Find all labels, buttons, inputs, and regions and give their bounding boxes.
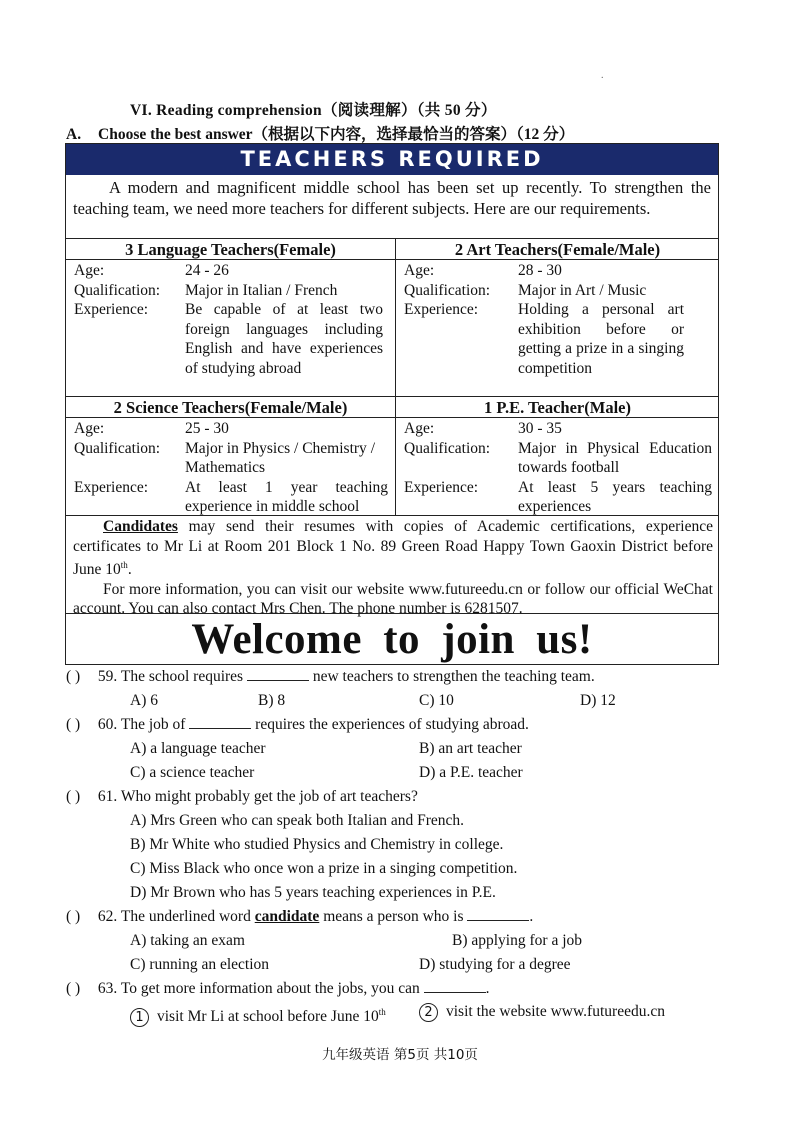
option-b: B) an art teacher xyxy=(419,740,522,757)
label-age: Age: xyxy=(404,262,435,279)
position-title-science: 2 Science Teachers(Female/Male) xyxy=(113,398,348,417)
question-stem-cont: new teachers to strengthen the teaching team. xyxy=(312,668,595,685)
option-c: C) 10 xyxy=(419,692,454,709)
answer-bracket: ( ) xyxy=(66,908,81,925)
question-61 xyxy=(66,787,418,807)
position-title-language: 3 Language Teachers(Female) xyxy=(125,240,336,259)
answer-blank xyxy=(247,667,309,681)
page-footer: 九年级英语 第5页 共10页 xyxy=(322,1047,478,1063)
value-age: 24 - 26 xyxy=(185,262,229,279)
question-stem: 63. To get more information about the jobs, you can xyxy=(97,980,420,997)
more-info-paragraph: For more information, you can visit our website www.futureedu.cn or follow our official WeChat account. You can also contact Mrs Chen. The phone number is 6281507. xyxy=(73,580,713,618)
ad-banner: TEACHERS REQUIRED xyxy=(66,144,718,175)
choice-sup: th xyxy=(378,1007,386,1017)
value-qualification: Major in Physical Education towards football xyxy=(518,439,712,476)
value-qualification: Major in Art / Music xyxy=(518,281,647,299)
candidates-end: . xyxy=(127,561,132,579)
label-experience: Experience: xyxy=(74,301,149,318)
part-title xyxy=(66,122,574,144)
label-qualification: Qualification: xyxy=(404,281,491,299)
label-age: Age: xyxy=(74,420,105,437)
label-qualification: Qualification: xyxy=(74,281,161,299)
option-b: B) 8 xyxy=(258,692,286,709)
answer-blank xyxy=(189,715,251,729)
part-label: A. xyxy=(66,126,82,143)
answer-blank xyxy=(424,979,486,993)
divider xyxy=(395,238,396,515)
choice-text: visit the website www.futureedu.cn xyxy=(446,1003,665,1020)
value-experience: At least 1 year teaching experience in middle school xyxy=(185,478,388,515)
application-instructions xyxy=(73,517,713,619)
position-details-science xyxy=(74,419,388,517)
circled-number: 2 xyxy=(419,1003,438,1022)
label-experience: Experience: xyxy=(404,478,479,496)
candidates-word: Candidates xyxy=(103,518,178,535)
question-59 xyxy=(66,667,595,687)
position-details-language xyxy=(74,261,383,378)
circled-number: 1 xyxy=(130,1008,149,1027)
choice-text: visit Mr Li at school before June 10 xyxy=(157,1008,379,1026)
question-stem: 60. The job of xyxy=(97,716,186,733)
option-a: A) 6 xyxy=(130,692,158,709)
position-title-pe: 1 P.E. Teacher(Male) xyxy=(484,398,631,417)
question-stem: 62. The underlined word xyxy=(97,908,251,925)
answer-blank xyxy=(467,907,529,921)
option-a: A) taking an exam xyxy=(130,932,245,949)
option-d: D) a P.E. teacher xyxy=(419,764,523,781)
choice-1 xyxy=(130,1002,386,1027)
option-a: A) a language teacher xyxy=(130,740,266,757)
answer-bracket: ( ) xyxy=(66,716,81,733)
welcome-heading: Welcome to join us! xyxy=(191,616,593,663)
option-c: C) Miss Black who once won a prize in a singing competition. xyxy=(130,860,518,877)
option-a: A) Mrs Green who can speak both Italian and French. xyxy=(130,812,465,829)
option-d: D) Mr Brown who has 5 years teaching experiences in P.E. xyxy=(130,884,496,901)
stray-dot: . xyxy=(601,70,604,81)
option-b: B) applying for a job xyxy=(452,932,583,949)
position-details-art xyxy=(404,261,710,378)
value-age: 30 - 35 xyxy=(518,420,562,437)
value-experience: At least 5 years teaching experiences xyxy=(518,478,712,515)
value-qualification: Major in Physics / Chemistry / Mathematics xyxy=(185,439,375,476)
label-qualification: Qualification: xyxy=(404,439,491,457)
part-title-text: Choose the best answer（根据以下内容，选择最恰当的答案）（12 分） xyxy=(98,126,575,143)
answer-bracket: ( ) xyxy=(66,788,81,805)
option-c: C) running an election xyxy=(130,956,270,973)
label-experience: Experience: xyxy=(404,301,479,318)
value-age: 28 - 30 xyxy=(518,262,562,279)
value-experience: Be capable of at least two foreign languages including English and have experiences of studying abroad xyxy=(185,301,383,377)
label-age: Age: xyxy=(74,262,105,279)
question-stem-cont: means a person who is xyxy=(323,908,464,925)
option-d: D) 12 xyxy=(580,692,616,709)
question-stem: 59. The school requires xyxy=(97,668,244,685)
label-experience: Experience: xyxy=(74,478,149,496)
section-title: VI. Reading comprehension（阅读理解）（共 50 分） xyxy=(130,102,497,119)
ad-intro: A modern and magnificent middle school has been set up recently. To strengthen the teaching team, we need more teachers for different subjects. Here are our requirements. xyxy=(73,178,711,218)
job-advertisement xyxy=(65,143,719,665)
value-experience: Holding a personal art exhibition before or getting a prize in a singing competition xyxy=(518,301,684,377)
application-paragraph xyxy=(73,517,713,580)
position-title-art: 2 Art Teachers(Female/Male) xyxy=(454,240,661,259)
question-62 xyxy=(66,907,533,927)
label-age: Age: xyxy=(404,420,435,437)
question-stem-cont: requires the experiences of studying abroad. xyxy=(255,716,529,733)
option-c: C) a science teacher xyxy=(130,764,255,781)
choice-2 xyxy=(419,1002,665,1022)
answer-bracket: ( ) xyxy=(66,668,81,685)
position-details-pe xyxy=(404,419,712,517)
question-stem-end: . xyxy=(529,908,534,925)
value-qualification: Major in Italian / French xyxy=(185,281,338,299)
question-stem: 61. Who might probably get the job of art teachers? xyxy=(97,788,418,805)
question-63 xyxy=(66,979,490,999)
option-d: D) studying for a degree xyxy=(419,956,571,973)
question-stem-end: . xyxy=(485,980,490,997)
label-qualification: Qualification: xyxy=(74,439,161,457)
underlined-word: candidate xyxy=(254,908,320,925)
answer-bracket: ( ) xyxy=(66,980,81,997)
candidates-sup: th xyxy=(120,560,128,570)
candidates-text: may send their resumes with copies of Academic certifications, experience certificates to Mr Li at Room 201 Block 1 No. 89 Green Road Happy Town Gaoxin District before June 10 xyxy=(73,518,713,579)
value-age: 25 - 30 xyxy=(185,420,229,437)
option-b: B) Mr White who studied Physics and Chemistry in college. xyxy=(130,836,504,853)
question-60 xyxy=(66,715,529,735)
